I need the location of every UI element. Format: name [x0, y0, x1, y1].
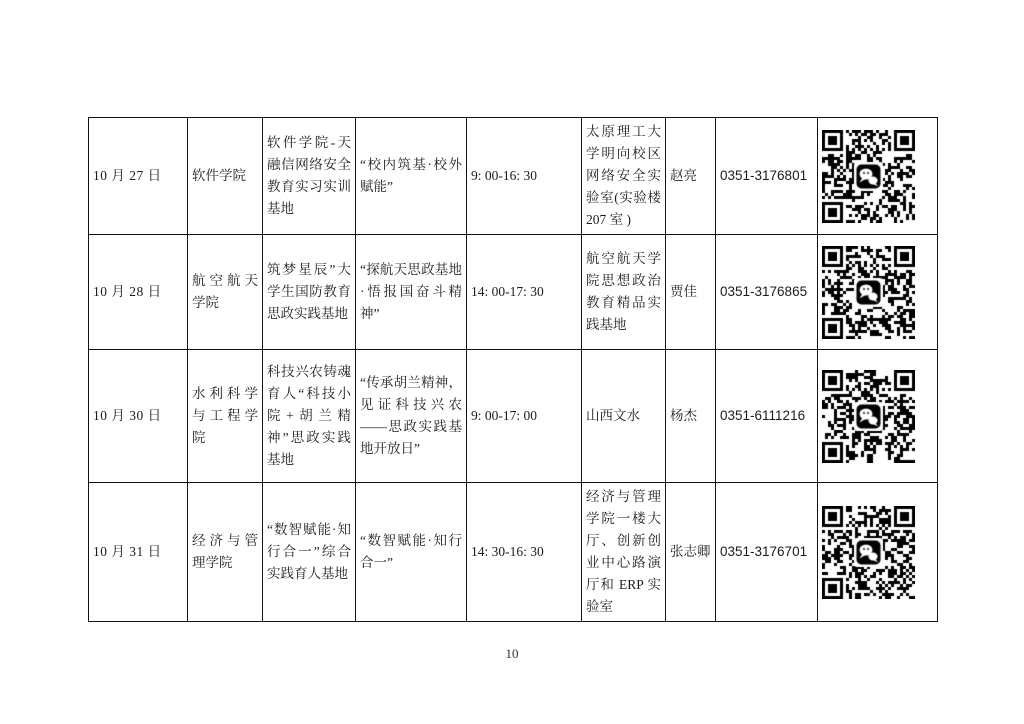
- cell-contact: 杨杰: [666, 350, 716, 483]
- cell-qr: [818, 350, 938, 483]
- cell-time: 9: 00-17: 00: [467, 350, 582, 483]
- cell-activity-name: “数智赋能·知行合一”: [356, 483, 467, 622]
- cell-activity-name: “校内筑基·校外赋能”: [356, 118, 467, 235]
- cell-qr: [818, 118, 938, 235]
- cell-base-name: 筑梦星辰”大学生国防教育思政实践基地: [263, 235, 356, 350]
- table-row: [89, 118, 938, 235]
- qr-code-wechat-icon: [822, 370, 915, 463]
- qr-code-wechat-icon: [822, 506, 915, 599]
- cell-location: 经济与管理学院一楼大厅、创新创业中心路演厅和 ERP 实验室: [582, 483, 666, 622]
- cell-college: 水利科学与工程学院: [188, 350, 263, 483]
- cell-phone: 0351-3176701: [716, 483, 818, 622]
- cell-activity-name: “探航天思政基地·悟报国奋斗精神”: [356, 235, 467, 350]
- cell-activity-name: “传承胡兰精神，见证科技兴农——思政实践基地开放日”: [356, 350, 467, 483]
- cell-date: 10 月 30 日: [89, 350, 188, 483]
- table-row: [89, 235, 938, 350]
- qr-code-wechat-icon: [822, 130, 915, 223]
- cell-time: 9: 00-16: 30: [467, 118, 582, 235]
- table-row: [89, 350, 938, 483]
- cell-location: 山西文水: [582, 350, 666, 483]
- cell-qr: [818, 235, 938, 350]
- cell-college: 软件学院: [188, 118, 263, 235]
- cell-phone: 0351-3176865: [716, 235, 818, 350]
- cell-phone: 0351-3176801: [716, 118, 818, 235]
- cell-college: 航空航天学院: [188, 235, 263, 350]
- cell-qr: [818, 483, 938, 622]
- cell-contact: 张志卿: [666, 483, 716, 622]
- cell-location: 航空航天学院思想政治教育精品实践基地: [582, 235, 666, 350]
- events-table: [88, 117, 938, 622]
- cell-date: 10 月 28 日: [89, 235, 188, 350]
- cell-college: 经济与管理学院: [188, 483, 263, 622]
- table-row: [89, 483, 938, 622]
- cell-phone: 0351-6111216: [716, 350, 818, 483]
- cell-location: 太原理工大学明向校区网络安全实验室(实验楼 207 室 ): [582, 118, 666, 235]
- qr-code-wechat-icon: [822, 246, 915, 339]
- cell-base-name: 科技兴农铸魂育人“科技小院+胡兰精神”思政实践基地: [263, 350, 356, 483]
- cell-time: 14: 30-16: 30: [467, 483, 582, 622]
- cell-time: 14: 00-17: 30: [467, 235, 582, 350]
- page-number: 10: [505, 646, 519, 661]
- cell-base-name: “数智赋能·知行合一”综合实践育人基地: [263, 483, 356, 622]
- cell-contact: 贾佳: [666, 235, 716, 350]
- cell-date: 10 月 27 日: [89, 118, 188, 235]
- cell-date: 10 月 31 日: [89, 483, 188, 622]
- cell-base-name: 软件学院-天融信网络安全教育实习实训基地: [263, 118, 356, 235]
- cell-contact: 赵亮: [666, 118, 716, 235]
